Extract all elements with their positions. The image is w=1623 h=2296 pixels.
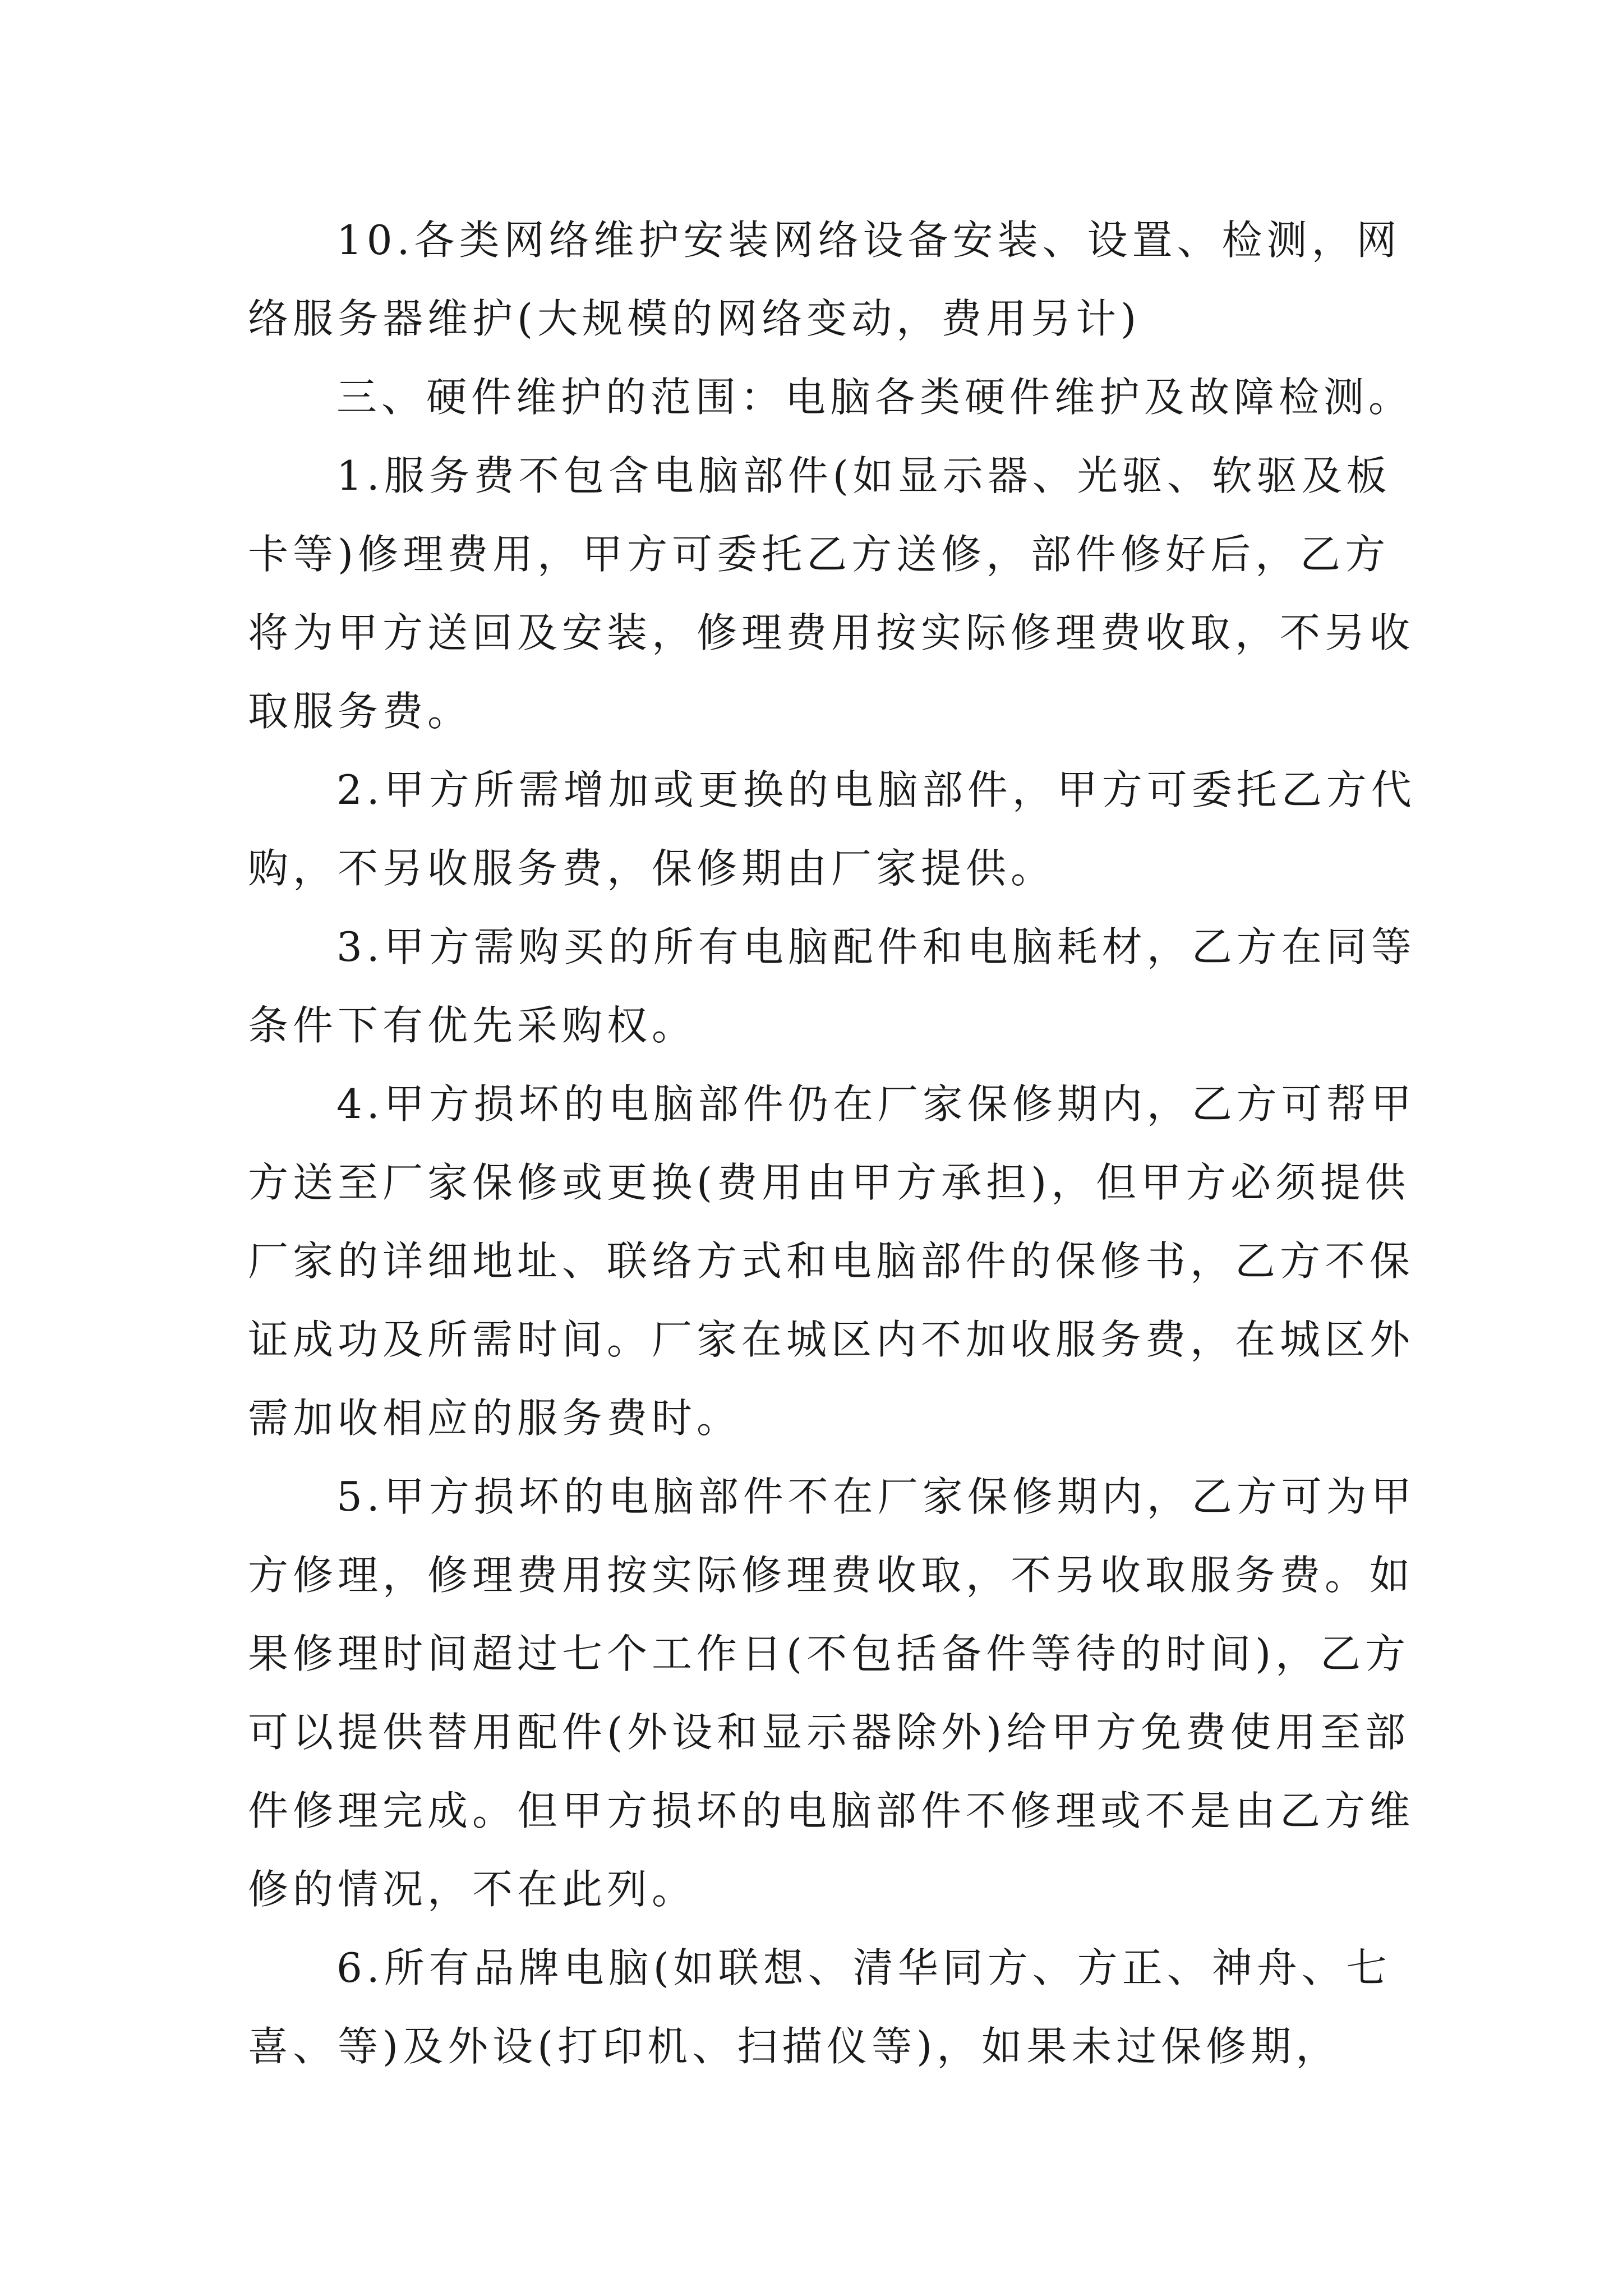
- text-line: 1.服务费不包含电脑部件(如显示器、光驱、软驱及板: [336, 452, 1391, 499]
- text-line: 件修理完成。但甲方损坏的电脑部件不修理或不是由乙方维: [248, 1787, 1415, 1834]
- text-line: 证成功及所需时间。厂家在城区内不加收服务费，在城区外: [248, 1316, 1415, 1363]
- text-line: 厂家的详细地址、联络方式和电脑部件的保修书，乙方不保: [248, 1237, 1415, 1285]
- text-line: 2.甲方所需增加或更换的电脑部件，甲方可委托乙方代: [336, 766, 1416, 813]
- text-line: 6.所有品牌电脑(如联想、清华同方、方正、神舟、七: [336, 1944, 1391, 1991]
- text-line: 方修理，修理费用按实际修理费收取，不另收取服务费。如: [248, 1552, 1415, 1599]
- text-line: 喜、等)及外设(打印机、扫描仪等)，如果未过保修期，: [248, 2023, 1341, 2070]
- text-line: 5.甲方损坏的电脑部件不在厂家保修期内，乙方可为甲: [336, 1473, 1416, 1520]
- text-line: 果修理时间超过七个工作日(不包括备件等待的时间)，乙方: [248, 1630, 1410, 1677]
- text-line: 方送至厂家保修或更换(费用由甲方承担)，但甲方必须提供: [248, 1159, 1410, 1206]
- text-line: 10.各类网络维护安装网络设备安装、设置、检测，网: [336, 217, 1401, 264]
- text-line: 修的情况，不在此列。: [248, 1866, 697, 1913]
- text-line: 购，不另收服务费，保修期由厂家提供。: [248, 845, 1056, 892]
- text-line: 3.甲方需购买的所有电脑配件和电脑耗材，乙方在同等: [336, 923, 1416, 970]
- text-line: 可以提供替用配件(外设和显示器除外)给甲方免费使用至部: [248, 1709, 1410, 1756]
- text-line: 络服务器维护(大规模的网络变动，费用另计): [248, 295, 1141, 342]
- text-line: 取服务费。: [248, 688, 473, 735]
- text-line: 卡等)修理费用，甲方可委托乙方送修，部件修好后，乙方: [248, 531, 1390, 578]
- text-line: 需加收相应的服务费时。: [248, 1395, 742, 1442]
- text-line: 三、硬件维护的范围：电脑各类硬件维护及故障检测。: [336, 374, 1414, 421]
- text-line: 将为甲方送回及安装，修理费用按实际修理费收取，不另收: [248, 609, 1415, 656]
- text-line: 条件下有优先采购权。: [248, 1002, 697, 1049]
- text-line: 4.甲方损坏的电脑部件仍在厂家保修期内，乙方可帮甲: [336, 1080, 1416, 1128]
